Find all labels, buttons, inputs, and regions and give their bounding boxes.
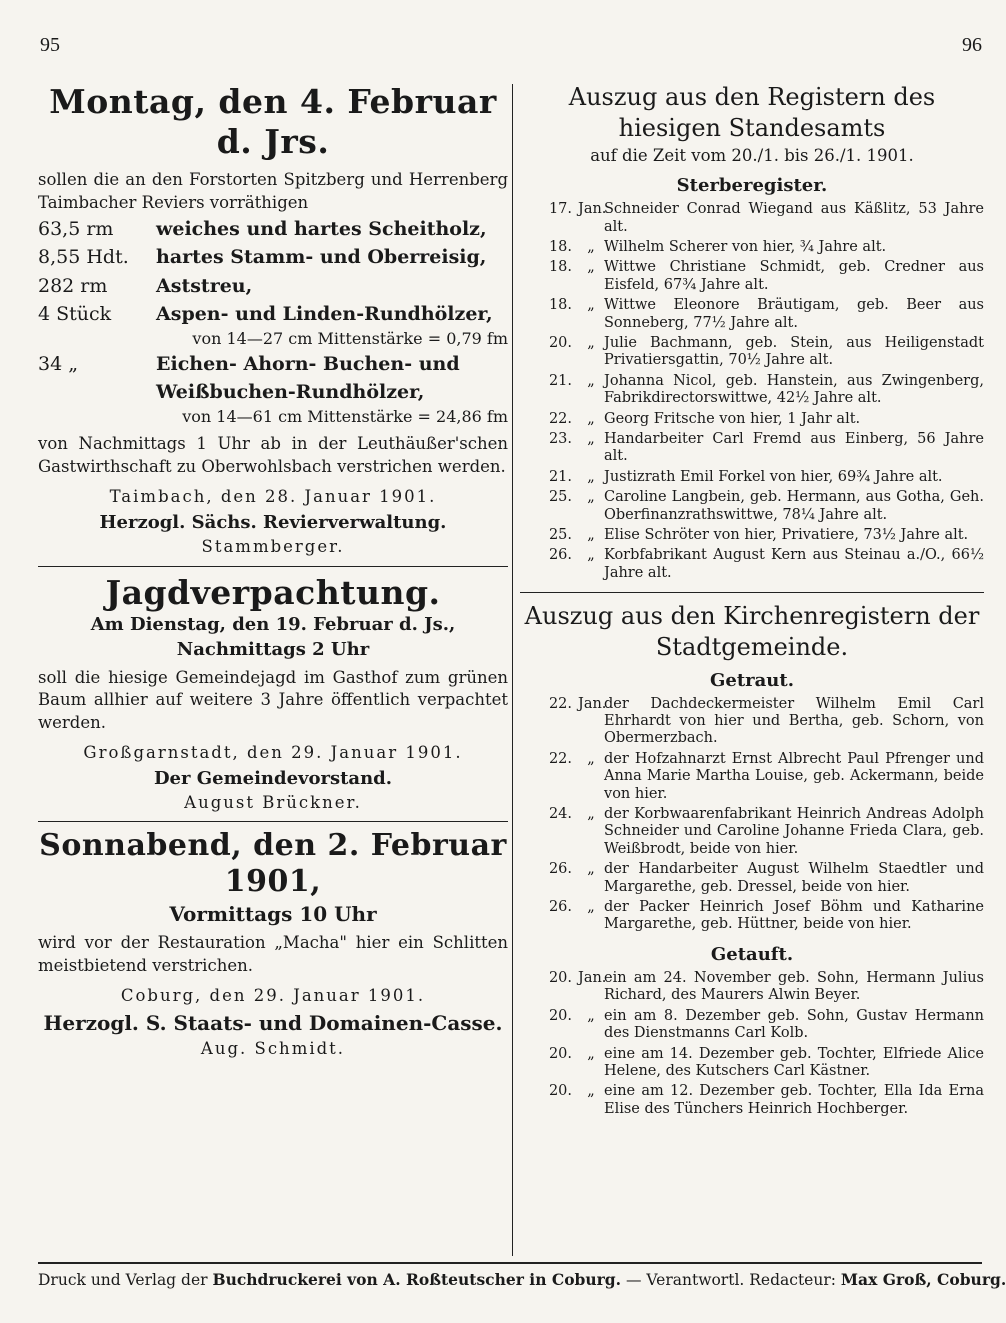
register-entry [520, 527, 984, 544]
item-detail: von 14—27 cm Mittenstärke = 0,79 fm [192, 328, 508, 348]
item-description: hartes Stamm- und Oberreisig, [156, 246, 487, 269]
entry-date: 22. [548, 695, 572, 712]
item-quantity: 8,55 Hdt. [38, 246, 129, 269]
place-date: Großgarnstadt, den 29. Januar 1901. [83, 742, 463, 762]
wood-item [38, 272, 508, 301]
entry-text: Elise Schröter von hier, Privatiere, 73½ Jahre alt. [604, 526, 969, 543]
editor-name: Max Groß, Coburg. [840, 1270, 1006, 1289]
entry-month: „ [587, 335, 595, 352]
register-entry [520, 1083, 984, 1118]
item-quantity: 63,5 rm [38, 217, 114, 240]
register-entry [520, 469, 984, 486]
entry-date: 21. [548, 372, 572, 389]
subsection-title: Sterberegister. [676, 175, 828, 197]
register-entry [520, 696, 984, 748]
entry-date: 22. [548, 410, 572, 427]
announcement-title: Sonnabend, den 2. Februar 1901, [39, 828, 507, 900]
register-entry [520, 547, 984, 582]
entry-month: Jan. [578, 201, 607, 218]
wood-item [38, 243, 508, 272]
entry-text: Schneider Conrad Wiegand aus Käßlitz, 53 Jahre alt. [604, 201, 984, 235]
imprint-text: Druck und Verlag der [38, 1271, 213, 1289]
entry-date: 21. [548, 468, 572, 485]
announcement-title: Montag, den 4. Februar d. Jrs. [49, 82, 497, 161]
announcement-intro: sollen die an den Forstorten Spitzberg und Herrenberg Taimbacher Reviers vorräthigen [38, 170, 508, 212]
entry-date: 20. [548, 335, 572, 352]
entry-month: „ [587, 410, 595, 427]
entry-text: Caroline Langbein, geb. Hermann, aus Gotha, Geh. Oberfinanzrathswittwe, 78¼ Jahre alt. [604, 489, 984, 523]
register-entry [520, 861, 984, 896]
page-number-right: 96 [962, 34, 982, 56]
subsection-title: Getraut. [710, 669, 794, 691]
entry-month: „ [587, 372, 595, 389]
authority: Herzogl. S. Staats- und Domainen-Casse. [43, 1010, 503, 1035]
item-description: Eichen- Ahorn- Buchen- und Weißbuchen-Rundhölzer, [156, 352, 460, 404]
entry-text: eine am 14. Dezember geb. Tochter, Elfriede Alice Helene, des Kutschers Carl Kästner. [604, 1045, 984, 1079]
wood-item [38, 350, 508, 407]
item-detail: von 14—61 cm Mittenstärke = 24,86 fm [182, 406, 508, 426]
entry-month: „ [587, 1045, 595, 1062]
baptism-register [520, 970, 984, 1118]
place-date: Coburg, den 29. Januar 1901. [120, 986, 426, 1006]
signer: Aug. Schmidt. [200, 1038, 346, 1058]
entry-month: „ [587, 468, 595, 485]
register-entry [520, 1008, 984, 1043]
entry-date: 26. [548, 861, 572, 878]
column-divider [512, 84, 513, 1256]
period: auf die Zeit vom 20./1. bis 26./1. 1901. [590, 146, 914, 166]
entry-date: 23. [548, 431, 572, 447]
announcement-subtitle: Am Dienstag, den 19. Februar d. Js., [90, 614, 456, 636]
entry-text: Johanna Nicol, geb. Hanstein, aus Zwingenberg, Fabrikdirectorswittwe, 42½ Jahre alt. [604, 372, 984, 407]
entry-text: Wilhelm Scherer von hier, ¾ Jahre alt. [604, 239, 887, 256]
section-title: Auszug aus den Kirchenregistern der Stadtgemeinde. [524, 602, 980, 662]
entry-text: der Hofzahnarzt Ernst Albrecht Paul Pfrenger und Anna Marie Martha Louise, geb. Ackermann, beide von hier. [604, 750, 984, 802]
entry-date: 17. [548, 201, 572, 218]
entry-month: „ [587, 259, 595, 276]
entry-text: der Packer Heinrich Josef Böhm und Katharine Margarethe, geb. Hüttner, beide von hier. [604, 898, 984, 933]
section-divider [38, 566, 508, 567]
entry-month: „ [587, 547, 595, 564]
entry-date: 25. [548, 489, 572, 506]
wood-items-list [38, 215, 508, 428]
entry-text: Wittwe Eleonore Bräutigam, geb. Beer aus Sonneberg, 77½ Jahre alt. [604, 297, 984, 331]
entry-text: Georg Fritsche von hier, 1 Jahr alt. [604, 410, 861, 427]
item-description: Aststreu, [156, 274, 253, 297]
register-entry [520, 751, 984, 803]
entry-month: „ [587, 239, 595, 256]
entry-date: 25. [548, 526, 572, 543]
announcement-body: soll die hiesige Gemeindejagd im Gasthof zum grünen Baum allhier auf weitere 3 Jahre öffentlich verpachtet werden. [38, 667, 508, 733]
footer-rule [38, 1262, 982, 1264]
wood-item [38, 215, 508, 244]
item-description: weiches und hartes Scheitholz, [156, 217, 487, 240]
entry-date: 26. [548, 898, 572, 915]
entry-text: der Dachdeckermeister Wilhelm Emil Carl Ehrhardt von hier und Bertha, geb. Schorn, von Obermerzbach. [604, 695, 984, 747]
register-entry [520, 259, 984, 294]
announcement-subtitle: Nachmittags 2 Uhr [176, 639, 370, 661]
death-register [520, 201, 984, 582]
announcement-title: Jagdverpachtung. [105, 572, 441, 612]
item-quantity: 4 Stück [38, 303, 112, 326]
announcement-subtitle: Vormittags 10 Uhr [169, 902, 377, 927]
announcement-hunting-lease [38, 573, 508, 816]
register-entry [520, 239, 984, 256]
announcement-wood-auction [38, 82, 508, 560]
entry-date: 18. [548, 239, 572, 256]
entry-date: 18. [548, 259, 572, 276]
entry-date: 20. [548, 1083, 572, 1100]
announcement-body: wird vor der Restauration „Macha" hier ein Schlitten meistbietend verstrichen. [38, 933, 508, 976]
section-title: Auszug aus den Registern des hiesigen Standesamts [568, 83, 936, 143]
register-entry [520, 373, 984, 408]
place-date: Taimbach, den 28. Januar 1901. [109, 486, 437, 506]
wood-item [38, 300, 508, 329]
entry-text: ein am 24. November geb. Sohn, Hermann Julius Richard, des Maurers Alwin Beyer. [604, 969, 984, 1004]
item-quantity: 282 rm [38, 274, 108, 297]
entry-text: eine am 12. Dezember geb. Tochter, Ella Ida Erna Elise des Tünchers Heinrich Hochberger. [604, 1083, 984, 1117]
register-entry [520, 201, 984, 236]
civil-registry-extract [520, 82, 984, 582]
entry-text: der Handarbeiter August Wilhelm Staedtler und Margarethe, geb. Dressel, beide von hier. [604, 861, 984, 895]
signer: August Brückner. [184, 792, 362, 812]
entry-text: Julie Bachmann, geb. Stein, aus Heiligenstadt Privatiersgattin, 70½ Jahre alt. [604, 335, 984, 369]
subsection-title: Getauft. [710, 943, 794, 965]
right-column [520, 82, 984, 1261]
register-entry [520, 297, 984, 332]
entry-text: ein am 8. Dezember geb. Sohn, Gustav Hermann des Dienstmanns Carl Kolb. [604, 1007, 984, 1042]
authority: Herzogl. Sächs. Revierverwaltung. [99, 511, 447, 533]
left-column [38, 82, 508, 1261]
register-entry [520, 806, 984, 858]
register-entry [520, 970, 984, 1005]
marriage-register [520, 696, 984, 934]
authority: Der Gemeindevorstand. [153, 767, 393, 789]
entry-month: „ [587, 489, 595, 506]
entry-text: Justizrath Emil Forkel von hier, 69¾ Jahre alt. [604, 468, 943, 485]
entry-month: „ [587, 431, 595, 447]
entry-month: Jan. [578, 695, 607, 712]
entry-text: Wittwe Christiane Schmidt, geb. Credner aus Eisfeld, 67¾ Jahre alt. [604, 259, 984, 293]
entry-month: „ [587, 806, 595, 823]
register-entry [520, 431, 984, 466]
entry-month: „ [587, 861, 595, 878]
register-entry [520, 1046, 984, 1081]
entry-date: 24. [548, 806, 572, 823]
announcement-body: von Nachmittags 1 Uhr ab in der Leuthäußer'schen Gastwirthschaft zu Oberwohlsbach verstrichen werden. [38, 434, 508, 477]
entry-date: 22. [548, 750, 572, 767]
register-entry [520, 899, 984, 934]
entry-date: 20. [548, 1045, 572, 1062]
entry-date: 20. [548, 969, 572, 986]
entry-date: 26. [548, 547, 572, 564]
entry-month: Jan. [578, 969, 607, 986]
church-registry-extract [520, 601, 984, 1118]
entry-month: „ [587, 898, 595, 915]
register-entry [520, 411, 984, 428]
item-quantity: 34 „ [38, 352, 79, 375]
entry-month: „ [587, 750, 595, 767]
entry-month: „ [587, 1007, 595, 1024]
entry-month: „ [587, 526, 595, 543]
entry-text: der Korbwaarenfabrikant Heinrich Andreas Adolph Schneider und Caroline Johanne Frieda Clara, geb. Weißbrodt, beide von hier. [604, 806, 984, 857]
section-divider [520, 592, 984, 593]
entry-text: Handarbeiter Carl Fremd aus Einberg, 56 Jahre alt. [604, 431, 984, 465]
entry-text: Korbfabrikant August Kern aus Steinau a./O., 66½ Jahre alt. [604, 547, 984, 581]
entry-month: „ [587, 297, 595, 314]
register-entry [520, 335, 984, 370]
signer: Stammberger. [201, 536, 345, 556]
entry-month: „ [587, 1083, 595, 1100]
section-divider [38, 821, 508, 822]
register-entry [520, 489, 984, 524]
entry-date: 18. [548, 297, 572, 314]
page-number-left: 95 [40, 34, 60, 56]
entry-date: 20. [548, 1007, 572, 1024]
item-description: Aspen- und Linden-Rundhölzer, [156, 303, 493, 326]
imprint [38, 1270, 1006, 1289]
printer-name: Buchdruckerei von A. Roßteutscher in Coburg. [212, 1270, 622, 1289]
imprint-text: — Verantwortl. Redacteur: [621, 1271, 841, 1289]
announcement-sled-auction [38, 828, 508, 1061]
